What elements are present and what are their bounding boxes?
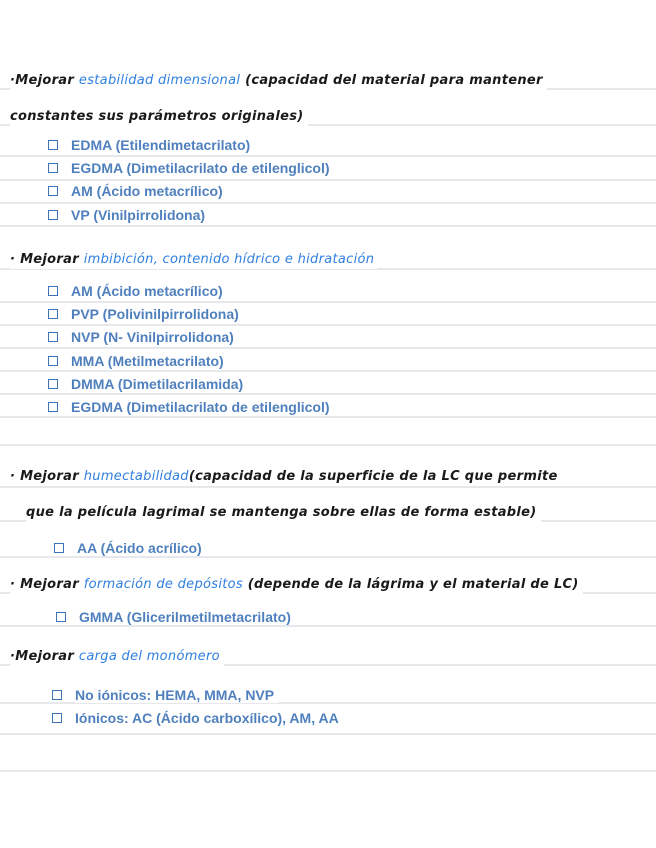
section-3-desc: (capacidad de la superficie de la LC que permite [188,469,558,484]
checkbox-icon [48,402,58,412]
list-item [48,133,334,156]
list-item-text: EDMA (Etilendimetacrilato) [71,137,254,153]
list-item [54,536,206,559]
checkbox-icon [48,286,58,296]
list-item-text: AM (Ácido metacrílico) [71,283,227,299]
list-item [48,349,334,372]
checkbox-icon [52,690,62,700]
section-3-lead: · Mejorar [10,469,84,484]
section-3-heading-cont [26,504,541,522]
section-2-lead: · Mejorar [10,252,84,267]
section-5-list [52,683,343,730]
checkbox-icon [48,379,58,389]
list-item [48,203,334,226]
list-item-text: No iónicos: HEMA, MMA, NVP [75,687,278,703]
list-item-text: DMMA (Dimetilacrilamida) [71,376,247,392]
list-item [56,605,295,628]
section-1-heading-cont [10,108,308,126]
list-item [52,706,343,729]
list-item-text: EGDMA (Dimetilacrilato de etilenglicol) [71,399,334,415]
list-item [48,279,334,302]
list-item [48,302,334,325]
checkbox-icon [54,543,64,553]
section-4-list [56,605,295,628]
list-item-text: EGDMA (Dimetilacrilato de etilenglicol) [71,160,334,176]
list-item-text: MMA (Metilmetacrilato) [71,353,228,369]
section-1-list [48,133,334,226]
section-2-heading [10,251,378,269]
section-2-list [48,279,334,419]
checkbox-icon [48,163,58,173]
section-5-heading [10,648,224,666]
list-item [48,395,334,418]
ruled-line [0,733,656,735]
section-3-list [54,536,206,559]
checkbox-icon [48,309,58,319]
list-item-text: AA (Ácido acrílico) [77,540,206,556]
section-1-topic: estabilidad dimensional [78,73,241,88]
section-1-heading [10,72,547,90]
section-5-lead: ·Mejorar [10,649,79,664]
checkbox-icon [48,140,58,150]
list-item [52,683,343,706]
checkbox-icon [48,332,58,342]
section-3-topic: humectabilidad [83,469,189,484]
list-item [48,372,334,395]
section-1-lead: ·Mejorar [10,73,79,88]
section-1-desc: (capacidad del material para mantener [240,73,543,88]
ruled-line [0,770,656,772]
list-item-text: PVP (Polivinilpirrolidona) [71,306,243,322]
list-item-text: AM (Ácido metacrílico) [71,183,227,199]
list-item-text: Iónicos: AC (Ácido carboxílico), AM, AA [75,710,343,726]
section-3-heading [10,468,562,486]
ruled-line [0,486,656,488]
list-item [48,156,334,179]
section-4-lead: · Mejorar [10,577,84,592]
checkbox-icon [48,210,58,220]
list-item [48,326,334,349]
checkbox-icon [52,713,62,723]
section-4-desc: (depende de la lágrima y el material de LC) [242,577,579,592]
section-3-desc-cont: que la película lagrimal se mantenga sobre ellas de forma estable) [26,505,537,520]
checkbox-icon [56,612,66,622]
section-1-desc-cont: constantes sus parámetros originales) [10,109,304,124]
checkbox-icon [48,186,58,196]
section-4-heading [10,576,583,594]
checkbox-icon [48,356,58,366]
section-2-topic: imbibición, contenido hídrico e hidratación [83,252,375,267]
section-5-topic: carga del monómero [78,649,220,664]
section-4-topic: formación de depósitos [83,577,243,592]
list-item [48,180,334,203]
list-item-text: NVP (N- Vinilpirrolidona) [71,329,238,345]
ruled-line [0,444,656,446]
list-item-text: VP (Vinilpirrolidona) [71,207,209,223]
list-item-text: GMMA (Glicerilmetilmetacrilato) [79,609,295,625]
